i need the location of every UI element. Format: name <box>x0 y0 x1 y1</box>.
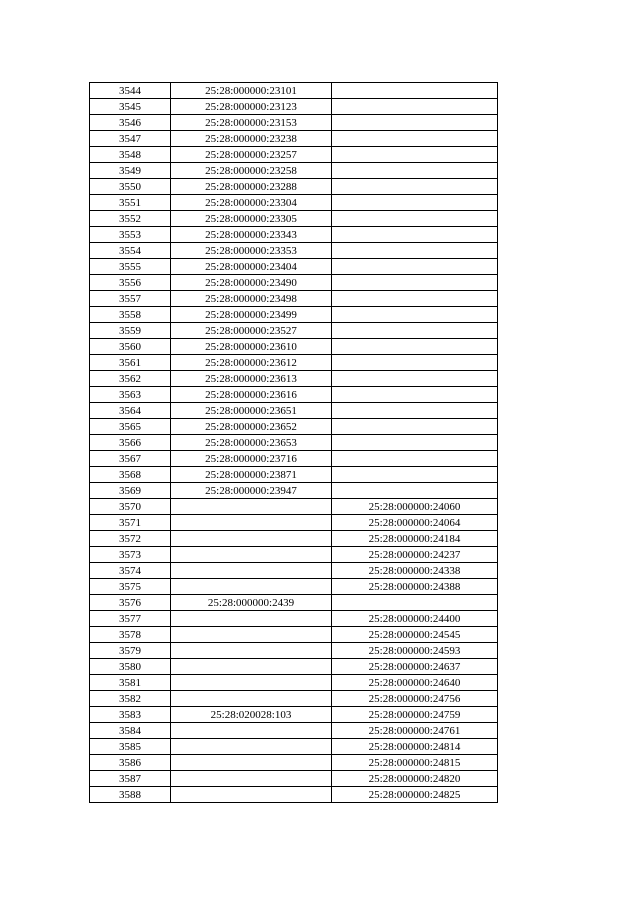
row-number-cell: 3570 <box>90 499 171 515</box>
cadastral-number-alt-cell: 25:28:000000:24060 <box>332 499 498 515</box>
row-number-cell: 3582 <box>90 691 171 707</box>
table-row <box>90 611 498 627</box>
cadastral-number-cell <box>171 547 332 563</box>
cadastral-number-alt-cell <box>332 371 498 387</box>
cadastral-number-alt-cell: 25:28:000000:24637 <box>332 659 498 675</box>
cadastral-number-cell <box>171 499 332 515</box>
row-number-cell: 3586 <box>90 755 171 771</box>
table-row <box>90 483 498 499</box>
cadastral-number-alt-cell <box>332 115 498 131</box>
cadastral-number-alt-cell <box>332 227 498 243</box>
cadastral-number-cell: 25:28:000000:23616 <box>171 387 332 403</box>
row-number-cell: 3581 <box>90 675 171 691</box>
table-row <box>90 195 498 211</box>
cadastral-number-cell: 25:28:000000:2439 <box>171 595 332 611</box>
cadastral-number-cell: 25:28:000000:23288 <box>171 179 332 195</box>
row-number-cell: 3577 <box>90 611 171 627</box>
table-row <box>90 675 498 691</box>
table-row <box>90 147 498 163</box>
cadastral-number-cell: 25:28:000000:23716 <box>171 451 332 467</box>
table-row <box>90 563 498 579</box>
cadastral-number-alt-cell <box>332 467 498 483</box>
row-number-cell: 3549 <box>90 163 171 179</box>
cadastral-number-cell <box>171 771 332 787</box>
row-number-cell: 3564 <box>90 403 171 419</box>
row-number-cell: 3559 <box>90 323 171 339</box>
cadastral-number-cell: 25:28:000000:23238 <box>171 131 332 147</box>
table-row <box>90 707 498 723</box>
cadastral-number-alt-cell: 25:28:000000:24820 <box>332 771 498 787</box>
cadastral-number-alt-cell <box>332 99 498 115</box>
cadastral-number-cell <box>171 515 332 531</box>
cadastral-number-alt-cell: 25:28:000000:24759 <box>332 707 498 723</box>
cadastral-number-cell <box>171 755 332 771</box>
cadastral-number-alt-cell: 25:28:000000:24593 <box>332 643 498 659</box>
cadastral-number-cell: 25:28:000000:23610 <box>171 339 332 355</box>
cadastral-number-alt-cell <box>332 291 498 307</box>
table-row <box>90 451 498 467</box>
cadastral-number-cell: 25:28:000000:23404 <box>171 259 332 275</box>
cadastral-number-cell: 25:28:000000:23527 <box>171 323 332 339</box>
table-row <box>90 179 498 195</box>
cadastral-number-alt-cell <box>332 163 498 179</box>
row-number-cell: 3546 <box>90 115 171 131</box>
table-row <box>90 227 498 243</box>
cadastral-number-cell: 25:28:000000:23651 <box>171 403 332 419</box>
cadastral-number-cell <box>171 579 332 595</box>
cadastral-number-cell <box>171 691 332 707</box>
cadastral-number-cell: 25:28:000000:23353 <box>171 243 332 259</box>
row-number-cell: 3571 <box>90 515 171 531</box>
table-row <box>90 739 498 755</box>
cadastral-number-alt-cell <box>332 179 498 195</box>
table-row <box>90 99 498 115</box>
row-number-cell: 3544 <box>90 83 171 99</box>
cadastral-number-cell <box>171 659 332 675</box>
row-number-cell: 3573 <box>90 547 171 563</box>
cadastral-number-cell <box>171 723 332 739</box>
cadastral-number-alt-cell <box>332 131 498 147</box>
cadastral-number-cell: 25:28:000000:23498 <box>171 291 332 307</box>
cadastral-number-alt-cell <box>332 483 498 499</box>
table-row <box>90 467 498 483</box>
cadastral-number-cell: 25:28:000000:23490 <box>171 275 332 291</box>
row-number-cell: 3563 <box>90 387 171 403</box>
row-number-cell: 3572 <box>90 531 171 547</box>
cadastral-number-alt-cell <box>332 339 498 355</box>
row-number-cell: 3578 <box>90 627 171 643</box>
table-row <box>90 771 498 787</box>
row-number-cell: 3565 <box>90 419 171 435</box>
row-number-cell: 3553 <box>90 227 171 243</box>
row-number-cell: 3568 <box>90 467 171 483</box>
table-row <box>90 211 498 227</box>
cadastral-number-alt-cell <box>332 355 498 371</box>
table-row <box>90 787 498 803</box>
table-row <box>90 755 498 771</box>
row-number-cell: 3555 <box>90 259 171 275</box>
table-row <box>90 243 498 259</box>
row-number-cell: 3545 <box>90 99 171 115</box>
table-row <box>90 291 498 307</box>
table-row <box>90 339 498 355</box>
table-row <box>90 435 498 451</box>
table-row <box>90 419 498 435</box>
table-row <box>90 499 498 515</box>
table-row <box>90 691 498 707</box>
cadastral-number-cell: 25:28:000000:23613 <box>171 371 332 387</box>
table-row <box>90 323 498 339</box>
row-number-cell: 3557 <box>90 291 171 307</box>
row-number-cell: 3575 <box>90 579 171 595</box>
cadastral-number-alt-cell: 25:28:000000:24825 <box>332 787 498 803</box>
cadastral-number-cell: 25:28:020028:103 <box>171 707 332 723</box>
cadastral-number-cell: 25:28:000000:23499 <box>171 307 332 323</box>
row-number-cell: 3580 <box>90 659 171 675</box>
cadastral-number-cell: 25:28:000000:23652 <box>171 419 332 435</box>
cadastral-number-cell: 25:28:000000:23343 <box>171 227 332 243</box>
table-row <box>90 387 498 403</box>
table-row <box>90 83 498 99</box>
cadastral-number-alt-cell <box>332 243 498 259</box>
cadastral-number-alt-cell: 25:28:000000:24184 <box>332 531 498 547</box>
table-row <box>90 627 498 643</box>
cadastral-number-cell: 25:28:000000:23305 <box>171 211 332 227</box>
row-number-cell: 3583 <box>90 707 171 723</box>
cadastral-number-alt-cell: 25:28:000000:24545 <box>332 627 498 643</box>
table-row <box>90 659 498 675</box>
table-row <box>90 723 498 739</box>
cadastral-number-alt-cell: 25:28:000000:24388 <box>332 579 498 595</box>
row-number-cell: 3576 <box>90 595 171 611</box>
cadastral-number-cell: 25:28:000000:23153 <box>171 115 332 131</box>
cadastral-number-alt-cell <box>332 419 498 435</box>
cadastral-number-alt-cell <box>332 307 498 323</box>
cadastral-number-alt-cell: 25:28:000000:24815 <box>332 755 498 771</box>
cadastral-number-alt-cell: 25:28:000000:24237 <box>332 547 498 563</box>
table-row <box>90 259 498 275</box>
row-number-cell: 3551 <box>90 195 171 211</box>
row-number-cell: 3588 <box>90 787 171 803</box>
table-row <box>90 131 498 147</box>
cadastral-number-cell: 25:28:000000:23123 <box>171 99 332 115</box>
table-row <box>90 307 498 323</box>
cadastral-number-alt-cell <box>332 259 498 275</box>
cadastral-number-cell: 25:28:000000:23871 <box>171 467 332 483</box>
cadastral-number-cell <box>171 627 332 643</box>
table-row <box>90 547 498 563</box>
row-number-cell: 3556 <box>90 275 171 291</box>
cadastral-number-alt-cell: 25:28:000000:24761 <box>332 723 498 739</box>
cadastral-number-alt-cell <box>332 195 498 211</box>
cadastral-number-cell <box>171 611 332 627</box>
table-body <box>90 83 498 803</box>
table-row <box>90 531 498 547</box>
row-number-cell: 3569 <box>90 483 171 499</box>
cadastral-number-cell: 25:28:000000:23612 <box>171 355 332 371</box>
cadastral-number-alt-cell: 25:28:000000:24814 <box>332 739 498 755</box>
cadastral-table <box>89 82 498 803</box>
cadastral-number-alt-cell: 25:28:000000:24756 <box>332 691 498 707</box>
row-number-cell: 3566 <box>90 435 171 451</box>
cadastral-number-alt-cell <box>332 323 498 339</box>
row-number-cell: 3562 <box>90 371 171 387</box>
cadastral-number-alt-cell <box>332 403 498 419</box>
row-number-cell: 3584 <box>90 723 171 739</box>
cadastral-number-cell: 25:28:000000:23947 <box>171 483 332 499</box>
row-number-cell: 3548 <box>90 147 171 163</box>
row-number-cell: 3554 <box>90 243 171 259</box>
table-row <box>90 275 498 291</box>
cadastral-number-alt-cell <box>332 451 498 467</box>
row-number-cell: 3550 <box>90 179 171 195</box>
cadastral-number-cell: 25:28:000000:23101 <box>171 83 332 99</box>
cadastral-number-cell <box>171 531 332 547</box>
table-row <box>90 403 498 419</box>
table-row <box>90 371 498 387</box>
cadastral-number-alt-cell <box>332 83 498 99</box>
row-number-cell: 3560 <box>90 339 171 355</box>
cadastral-number-alt-cell <box>332 211 498 227</box>
row-number-cell: 3579 <box>90 643 171 659</box>
table-row <box>90 355 498 371</box>
cadastral-number-alt-cell: 25:28:000000:24640 <box>332 675 498 691</box>
cadastral-number-cell <box>171 563 332 579</box>
cadastral-number-cell: 25:28:000000:23258 <box>171 163 332 179</box>
cadastral-number-cell <box>171 787 332 803</box>
row-number-cell: 3547 <box>90 131 171 147</box>
table-row <box>90 163 498 179</box>
cadastral-number-alt-cell: 25:28:000000:24064 <box>332 515 498 531</box>
cadastral-number-cell <box>171 739 332 755</box>
cadastral-number-cell: 25:28:000000:23653 <box>171 435 332 451</box>
row-number-cell: 3558 <box>90 307 171 323</box>
cadastral-number-alt-cell <box>332 147 498 163</box>
row-number-cell: 3574 <box>90 563 171 579</box>
cadastral-number-alt-cell <box>332 595 498 611</box>
table-row <box>90 515 498 531</box>
table-row <box>90 643 498 659</box>
cadastral-number-cell: 25:28:000000:23257 <box>171 147 332 163</box>
table-row <box>90 579 498 595</box>
cadastral-number-alt-cell <box>332 387 498 403</box>
cadastral-number-cell <box>171 675 332 691</box>
row-number-cell: 3552 <box>90 211 171 227</box>
cadastral-number-alt-cell: 25:28:000000:24338 <box>332 563 498 579</box>
table-row <box>90 595 498 611</box>
row-number-cell: 3561 <box>90 355 171 371</box>
cadastral-number-alt-cell <box>332 435 498 451</box>
cadastral-number-cell: 25:28:000000:23304 <box>171 195 332 211</box>
row-number-cell: 3585 <box>90 739 171 755</box>
row-number-cell: 3587 <box>90 771 171 787</box>
cadastral-number-alt-cell <box>332 275 498 291</box>
row-number-cell: 3567 <box>90 451 171 467</box>
cadastral-number-cell <box>171 643 332 659</box>
cadastral-number-alt-cell: 25:28:000000:24400 <box>332 611 498 627</box>
table-row <box>90 115 498 131</box>
